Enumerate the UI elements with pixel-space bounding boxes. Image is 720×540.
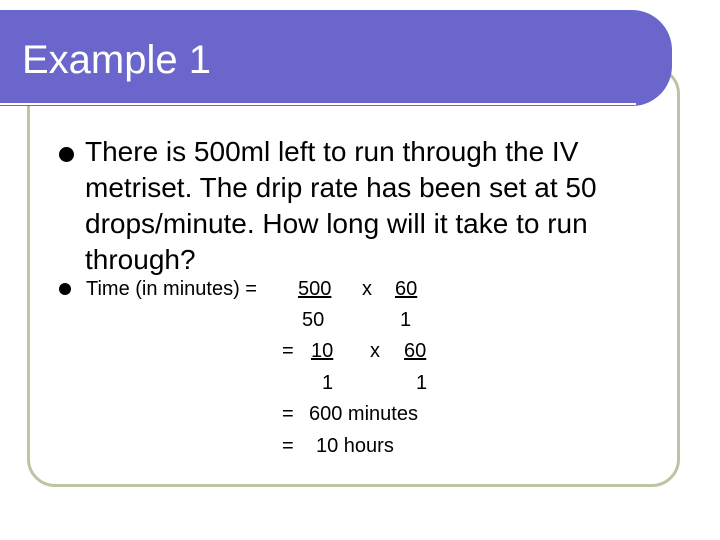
fraction1-numerator: 500 [298,278,332,300]
fraction2-denominator: 1 [400,309,412,331]
equals-sign-2: = [282,403,294,425]
title-bar [0,10,672,106]
title-divider [0,103,636,105]
slide-title: Example 1 [22,38,211,82]
result-minutes: 600 minutes [309,403,418,425]
result-hours: 10 hours [316,435,394,457]
fraction4-numerator: 60 [404,340,427,362]
fraction3-denominator: 1 [322,372,334,394]
problem-statement: There is 500ml left to run through the IV metriset. The drip rate has been set at 50 drops/minute. How long will it take to run through? [85,136,597,275]
fraction4-denominator: 1 [416,372,428,394]
fraction3-numerator: 10 [311,340,334,362]
equals-sign-3: = [282,435,294,457]
bullet-dot-1 [59,147,74,162]
fraction2-numerator: 60 [395,278,418,300]
times-sign-2: x [370,340,380,362]
time-formula-label: Time (in minutes) = [86,278,257,300]
fraction1-denominator: 50 [302,309,325,331]
times-sign-1: x [362,278,372,300]
equals-sign-1: = [282,340,294,362]
bullet-dot-2 [59,283,71,295]
